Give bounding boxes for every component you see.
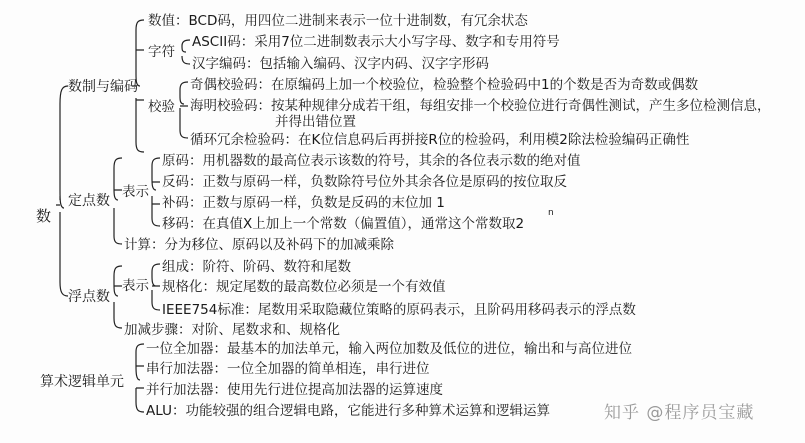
fixed-calc-item: 计算：分为移位、原码以及补码下的加减乘除 [124,237,394,253]
char-label: 字符 [148,44,175,60]
check-item-parity: 奇偶校验码：在原编码上加一个校验位，检验整个检验码中1的个数是否为奇数或偶数 [190,77,699,93]
fixed-repr-bracket [152,158,160,226]
fixed-repr-label: 表示 [122,184,149,200]
fixed-label: 定点数 [68,193,110,209]
value-item: 数值：BCD码，用四位二进制来表示一位十进制数，有冗余状态 [148,13,528,29]
watermark: 知乎 @程序员宝藏 [604,403,755,423]
float-repr-ieee754: IEEE754标准：尾数用采取隐藏位策略的原码表示，且阶码用移码表示的浮点数 [162,302,636,318]
fixed-repr-bias: 移码：在真值X上加上一个常数（偏置值），通常这个常数取2 [162,216,525,232]
float-repr-bracket [152,264,160,310]
float-addsub-item: 加减步骤：对阶、尾数求和、规格化 [124,322,340,338]
char-item-hanzi: 汉字编码：包括输入编码、汉字内码、汉字字形码 [192,56,489,72]
alu-item-serial-adder: 串行加法器：一位全加器的简单相连，串行进位 [146,361,430,377]
fixed-repr-twos: 补码：正数与原码一样，负数是反码的末位加 1 [162,195,445,211]
char-bracket [182,40,190,64]
alu-item-parallel-adder: 并行加法器：使用先行进位提高加法器的运算速度 [146,382,443,398]
fixed-repr-original: 原码：用机器数的最高位表示该数的符号，其余的各位表示数的绝对值 [162,153,581,169]
encoding-label: 数制与编码 [68,79,138,95]
check-item-hamming: 海明校验码：按某种规律分成若干组，每组安排一个校验位进行奇偶性测试，产生多位检测信息， [190,98,771,114]
float-label: 浮点数 [68,289,110,305]
float-repr-composition: 组成：阶符、阶码、数符和尾数 [162,259,351,275]
alu-label: 算术逻辑单元 [40,374,124,390]
check-bracket [180,82,188,138]
alu-bracket [136,344,144,412]
alu-item-alu: ALU：功能较强的组合逻辑电路，它能进行多种算术运算和逻辑运算 [146,403,550,419]
root-label: 数 [36,207,52,225]
char-item-ascii: ASCII码：采用7位二进制数表示大小写字母、数字和专用符号 [192,34,560,50]
float-repr-normalize: 规格化：规定尾数的最高数位必须是一个有效值 [162,279,446,295]
check-label: 校验 [148,99,175,115]
check-item-hamming-cont: 并得出错位置 [275,114,356,130]
float-bracket [114,266,122,328]
fixed-bracket [114,158,122,244]
check-item-crc: 循环冗余检验码：在K位信息码后再拼接R位的检验码，利用模2除法检验编码正确性 [190,132,690,148]
float-repr-label: 表示 [122,278,149,294]
fixed-repr-bias-exponent: n [548,208,554,218]
root-bracket [56,86,68,296]
alu-item-full-adder: 一位全加器：最基本的加法单元，输入两位加数及低位的进位，输出和与高位进位 [146,341,632,357]
fixed-repr-ones: 反码：正数与原码一样，负数除符号位外其余各位是原码的按位取反 [162,174,567,190]
